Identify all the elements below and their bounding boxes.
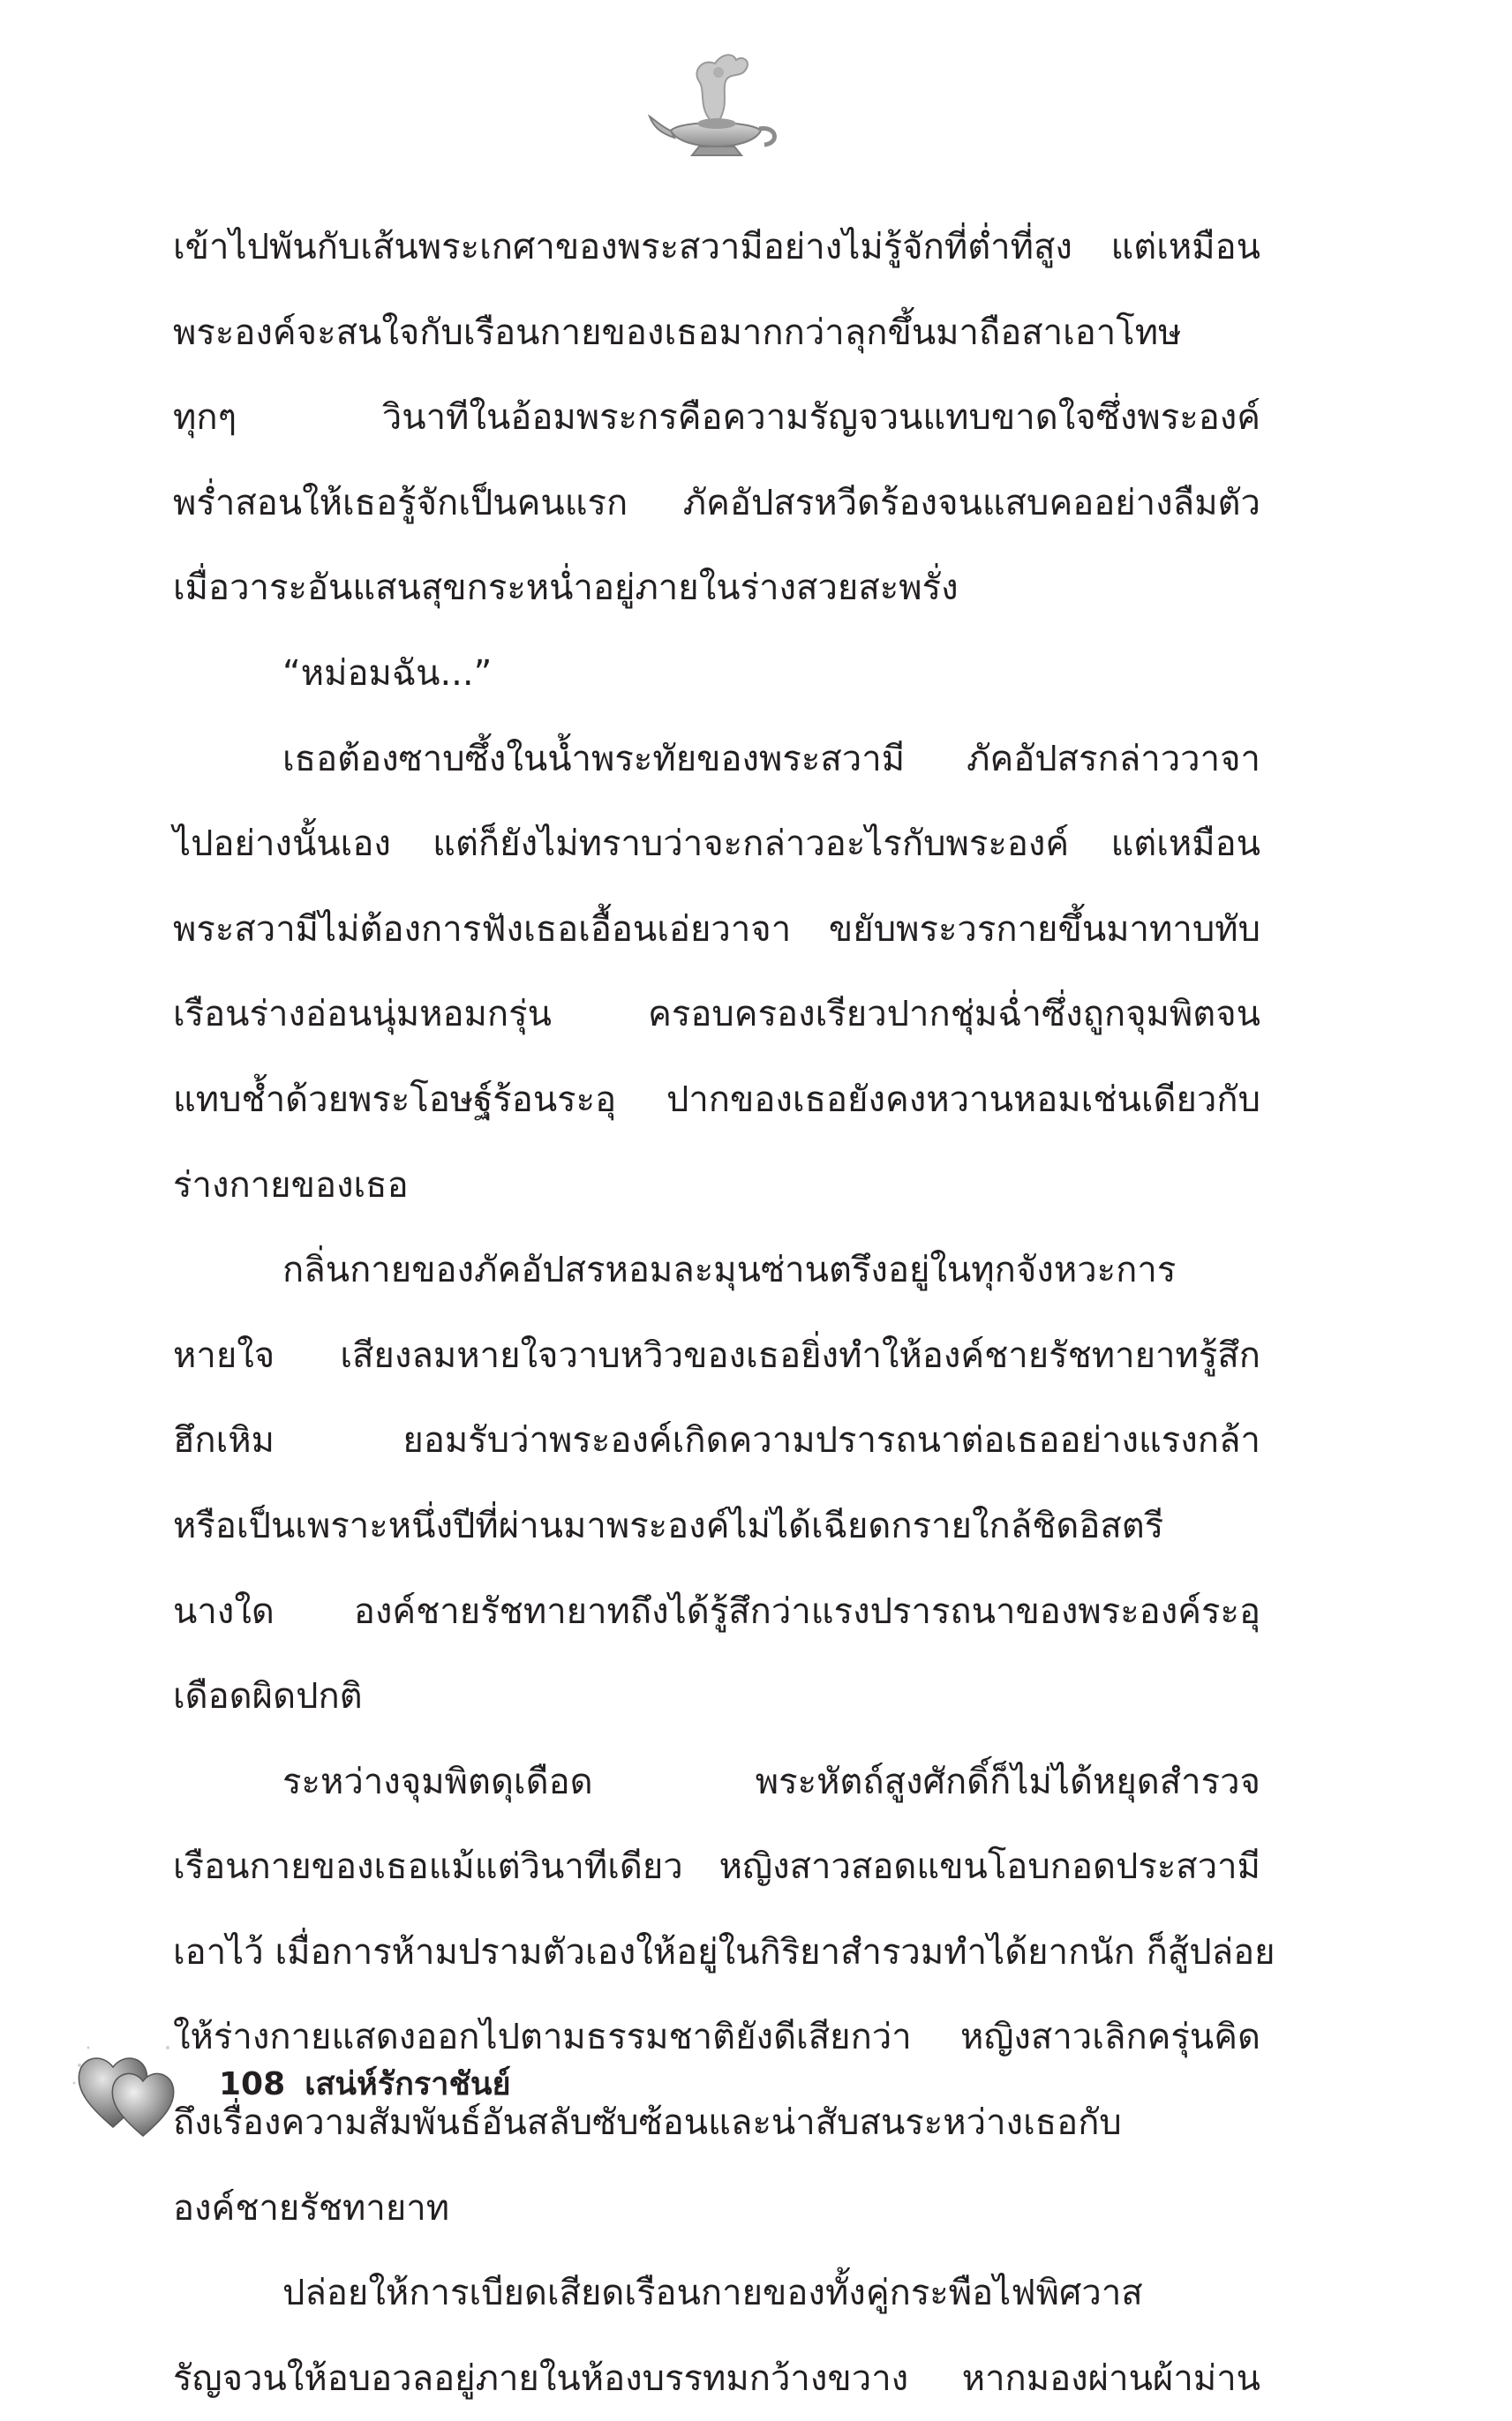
text-line: เอาไว้ เมื่อการห้ามปรามตัวเองให้อยู่ในกิริยาสำรวมทำได้ยากนัก ก็สู้ปล่อย [173, 1931, 1275, 1973]
genie-lamp-icon [644, 46, 786, 161]
text-line: หายใจ เสียงลมหายใจวาบหวิวของเธอยิ่งทำให้องค์ชายรัชทายาทรู้สึก [173, 1335, 1260, 1376]
text-line: เรือนกายของเธอแม้แต่วินาทีเดียว หญิงสาวสอดแขนโอบกอดประสวามี [173, 1846, 1260, 1888]
book-title: เสน่ห์รักราชันย์ [305, 2066, 511, 2102]
hearts-icon [62, 2021, 194, 2145]
text-line: ร่างกายของเธอ [173, 1164, 409, 1206]
text-line: นางใด องค์ชายรัชทายาทถึงได้รู้สึกว่าแรงปรารถนาของพระองค์ระอุ [173, 1590, 1260, 1632]
text-line: เรือนร่างอ่อนนุ่มหอมกรุ่น ครอบครองเรียวปากชุ่มฉ่ำซึ่งถูกจุมพิตจน [173, 994, 1260, 1035]
text-line: เดือดผิดปกติ [173, 1676, 363, 1718]
text-line: ไปอย่างนั้นเอง แต่ก็ยังไม่ทราบว่าจะกล่าวอะไรกับพระองค์ แต่เหมือน [173, 823, 1260, 865]
text-line: พร่ำสอนให้เธอรู้จักเป็นคนแรก ภัคอัปสรหวีดร้องจนแสบคออย่างลืมตัว [173, 482, 1260, 523]
page-footer [62, 2021, 680, 2145]
text-line: หรือเป็นเพราะหนึ่งปีที่ผ่านมาพระองค์ไม่ได้เฉียดกรายใกล้ชิดอิสตรี [173, 1505, 1164, 1546]
text-line: แทบช้ำด้วยพระโอษฐ์ร้อนระอุ ปากของเธอยังคงหวานหอมเช่นเดียวกับ [173, 1079, 1260, 1120]
text-line: พระองค์จะสนใจกับเรือนกายของเธอมากกว่าลุกขึ้นมาถือสาเอาโทษ [173, 312, 1182, 353]
page-number: 108 [219, 2066, 286, 2102]
text-line: ระหว่างจุมพิตดุเดือด พระหัตถ์สูงศักดิ์ก็ไม่ได้หยุดสำรวจ [282, 1761, 1260, 1802]
text-line: เธอต้องซาบซึ้งในน้ำพระทัยของพระสวามี ภัคอัปสรกล่าววาจา [282, 738, 1260, 779]
text-line: รัญจวนให้อบอวลอยู่ภายในห้องบรรทมกว้างขวาง หากมองผ่านผ้าม่าน [173, 2357, 1260, 2399]
text-line: เมื่อวาระอันแสนสุขกระหน่ำอยู่ภายในร่างสวยสะพรั่ง [173, 568, 959, 609]
text-line: พระสวามีไม่ต้องการฟังเธอเอื้อนเอ่ยวาจา ขยับพระวรกายขึ้นมาทาบทับ [173, 908, 1260, 950]
text-line: ถึงเรื่องความสัมพันธ์อันสลับซับซ้อนและน่าสับสนระหว่างเธอกับ [173, 2102, 1122, 2144]
text-line: ทุกๆ วินาทีในอ้อมพระกรคือความรัญจวนแทบขาดใจซึ่งพระองค์ [173, 397, 1260, 439]
text-line: “หม่อมฉัน...” [282, 652, 493, 694]
text-line: องค์ชายรัชทายาท [173, 2187, 450, 2229]
text-line: ให้ร่างกายแสดงออกไปตามธรรมชาติยังดีเสียกว่า หญิงสาวเลิกครุ่นคิด [173, 2017, 1260, 2058]
text-line: กลิ่นกายของภัคอัปสรหอมละมุนซ่านตรึงอยู่ในทุกจังหวะการ [282, 1250, 1177, 1291]
text-line: เข้าไปพันกับเส้นพระเกศาของพระสวามีอย่างไม่รู้จักที่ต่ำที่สูง แต่เหมือน [173, 227, 1260, 267]
page-folio [219, 2058, 511, 2111]
text-line: ปล่อยให้การเบียดเสียดเรือนกายของทั้งคู่กระพือไฟพิศวาส [282, 2273, 1143, 2314]
text-line: ฮึกเหิม ยอมรับว่าพระองค์เกิดความปรารถนาต่อเธออย่างแรงกล้า [173, 1420, 1260, 1462]
